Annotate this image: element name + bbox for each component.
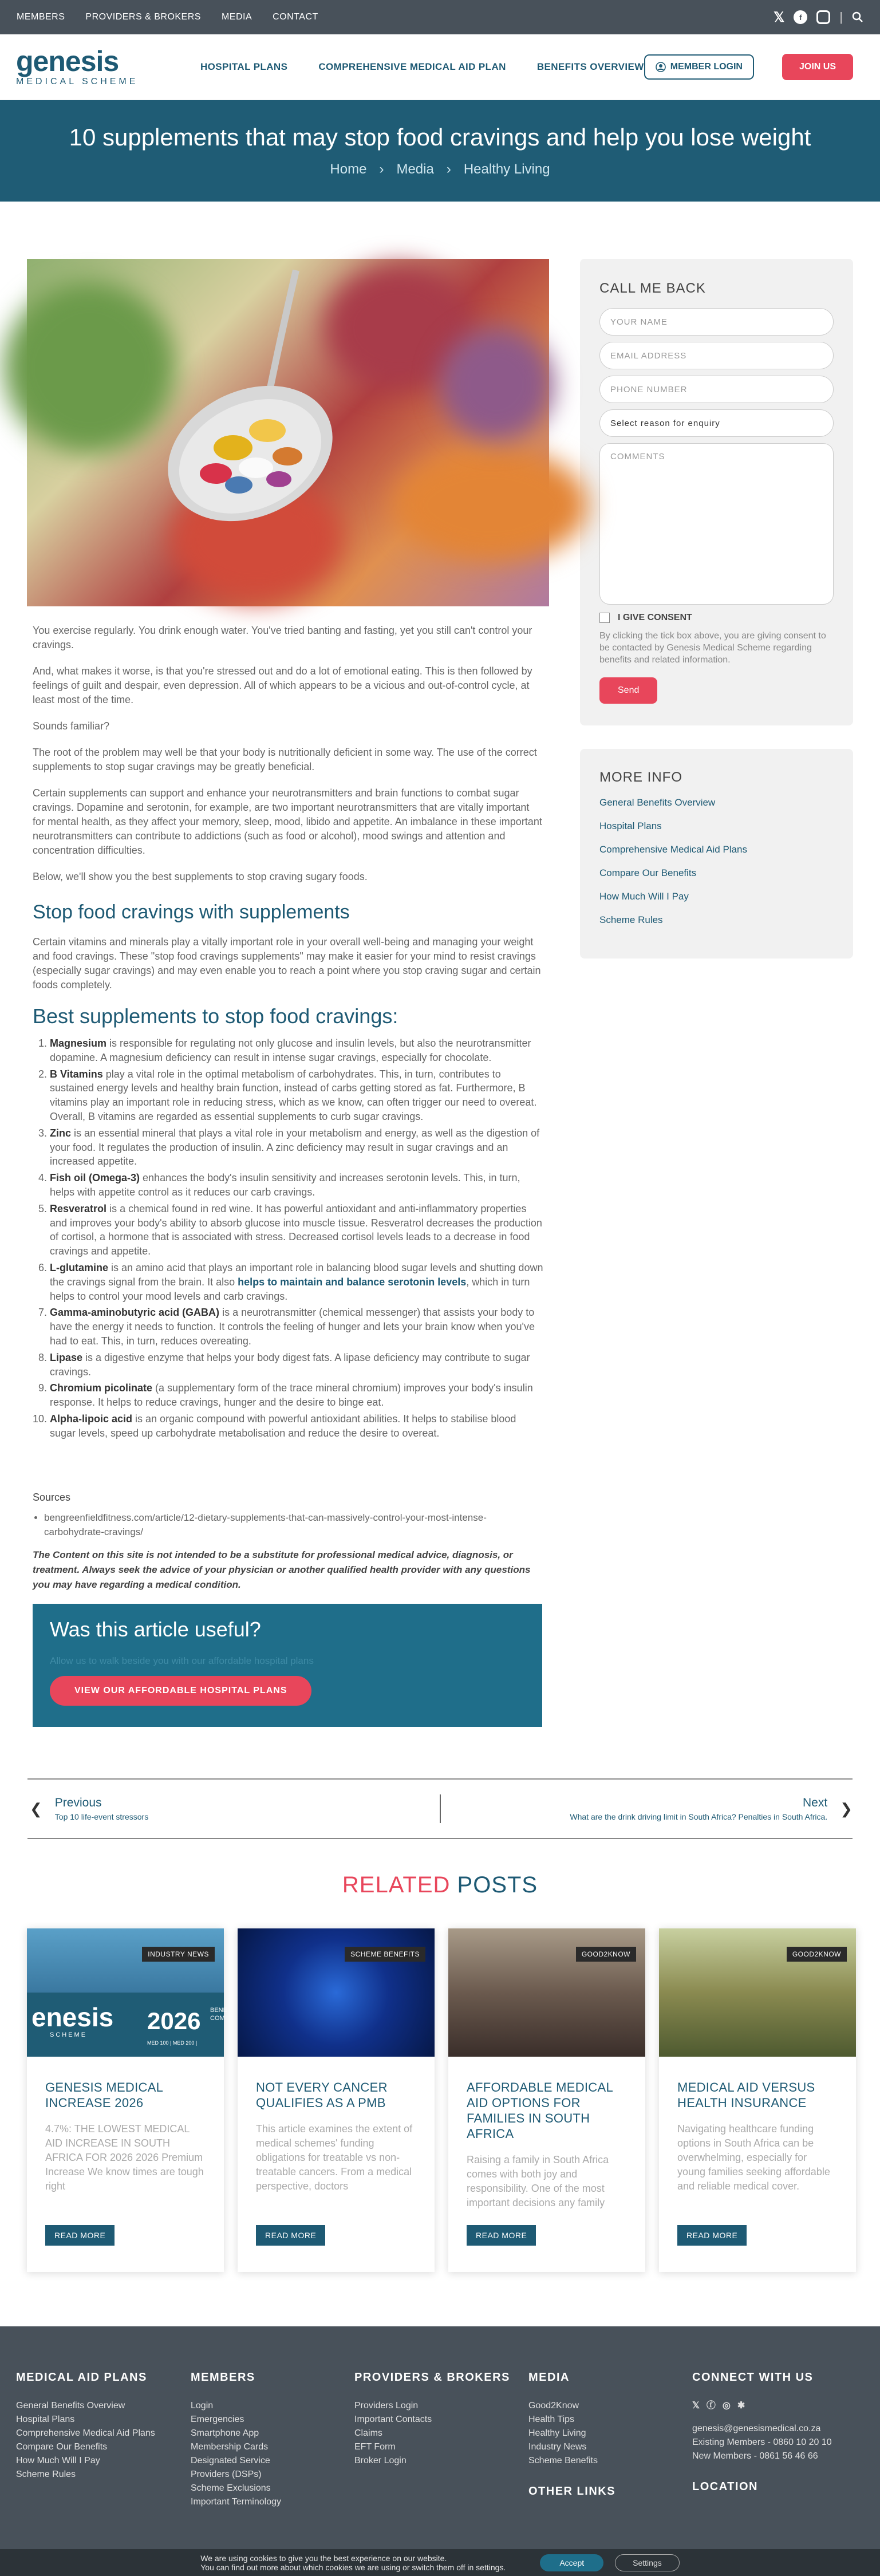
paragraph: And, what makes it worse, is that you're stressed out and do a lot of emotional eating. This is then followed by feelings of guilt and despair, even depression. All of which appears to be a vicious and out-of-control cycle, at least most of the time. xyxy=(33,665,532,705)
next-label: Next xyxy=(803,1796,828,1809)
footer-link[interactable]: Login xyxy=(191,2401,214,2411)
footer-heading: CONNECT WITH US xyxy=(692,2371,814,2384)
nav-hospital-plans[interactable]: HOSPITAL PLANS xyxy=(200,61,288,72)
post-card[interactable] xyxy=(448,1928,645,2272)
email-input[interactable]: EMAIL ADDRESS xyxy=(599,342,834,369)
post-card[interactable] xyxy=(238,1928,435,2272)
post-title: NOT EVERY CANCER QUALIFIES AS A PMB xyxy=(256,2080,388,2110)
article-body xyxy=(27,935,549,992)
article-image xyxy=(27,259,549,606)
post-tag: INDUSTRY NEWS xyxy=(142,1947,215,1962)
footer-link[interactable]: EFT Form xyxy=(354,2442,396,2452)
footer-heading: PROVIDERS & BROKERS xyxy=(354,2371,510,2384)
footer-link[interactable]: Good2Know xyxy=(528,2401,579,2411)
page-title: 10 supplements that may stop food cravings and help you lose weight xyxy=(69,124,811,151)
x-icon[interactable]: 𝕏 xyxy=(773,9,785,25)
article xyxy=(27,259,549,1727)
related-posts-heading xyxy=(0,1872,880,1898)
paragraph: You exercise regularly. You drink enough water. You've tried banting and fasting, yet you still can't control your cravings. xyxy=(33,625,532,650)
post-card[interactable] xyxy=(659,1928,856,2272)
disclaimer: The Content on this site is not intended to be a substitute for professional medical advice, diagnosis, or treatment. Always seek the advice of your physician or another qualified health provider with any questions you may have regarding a medical condition. xyxy=(33,1549,531,1590)
footer-link[interactable]: Emergencies xyxy=(191,2415,244,2424)
footer-new-phone[interactable]: New Members - 0861 56 46 66 xyxy=(692,2451,818,2461)
related-title-2: POSTS xyxy=(450,1872,538,1898)
footer-link[interactable]: General Benefits Overview xyxy=(16,2401,125,2411)
post-excerpt: Navigating healthcare funding options in South Africa can be overwhelming, especially for young families seeking affordable and reliable medical cover. xyxy=(677,2123,830,2192)
divider: | xyxy=(839,10,843,24)
footer-link[interactable]: Scheme Benefits xyxy=(528,2456,598,2465)
previous-post-link[interactable] xyxy=(27,1796,440,1821)
footer-link[interactable]: Smartphone App xyxy=(191,2428,259,2438)
more-info-link[interactable]: General Benefits Overview xyxy=(599,797,716,808)
post-title: MEDICAL AID VERSUS HEALTH INSURANCE xyxy=(677,2080,815,2110)
post-title: GENESIS MEDICAL INCREASE 2026 xyxy=(45,2080,163,2110)
breadcrumb xyxy=(0,161,880,177)
form-title: CALL ME BACK xyxy=(599,281,706,296)
list-item: 3. Zinc is an essential mineral that plays a vital role in your metabolism and energy, as well as the digestion of your food. It regulates the production of insulin. A zinc deficiency may result in sugar cravings and an increased appetite. xyxy=(50,1126,543,1169)
search-icon[interactable] xyxy=(852,11,863,23)
footer-existing-phone[interactable]: Existing Members - 0860 10 20 10 xyxy=(692,2437,832,2447)
paragraph: Below, we'll show you the best supplements to stop craving sugary foods. xyxy=(33,871,368,882)
footer-heading: OTHER LINKS xyxy=(528,2485,616,2498)
nav-comprehensive[interactable]: COMPREHENSIVE MEDICAL AID PLAN xyxy=(318,61,506,72)
footer-col-providers xyxy=(354,2371,528,2576)
list-item: 5. Resveratrol is a chemical found in red wine. It has powerful antioxidant and anti-inflammatory properties and improves your body's ability to absorb glucose into muscle tissue. Resveratrol decreases the production of cortisol, a hormone that is associated with stress. Decreased cortisol levels leads to a decrease in food cravings and appetite. xyxy=(50,1202,543,1259)
cookie-banner xyxy=(0,2549,880,2576)
main-nav xyxy=(200,61,644,73)
instagram-icon[interactable]: ◎ xyxy=(722,2401,731,2411)
read-more-button[interactable]: READ MORE xyxy=(467,2225,536,2246)
cta-text: Allow us to walk beside you with our affordable hospital plans xyxy=(50,1655,314,1666)
img-brand: enesis xyxy=(31,2002,114,2032)
logo-sub: MEDICAL SCHEME xyxy=(16,77,139,86)
read-more-button[interactable]: READ MORE xyxy=(256,2225,325,2246)
view-plans-button[interactable]: VIEW OUR AFFORDABLE HOSPITAL PLANS xyxy=(50,1676,311,1706)
linktree-icon[interactable]: ✱ xyxy=(737,2401,745,2411)
img-small: MED 100 | MED 200 | xyxy=(147,2040,198,2046)
footer-heading: MEDIA xyxy=(528,2371,570,2384)
paragraph: Sounds familiar? xyxy=(33,720,110,732)
footer-link[interactable]: Health Tips xyxy=(528,2415,575,2424)
more-info-link[interactable]: Hospital Plans xyxy=(599,820,662,831)
more-info-link[interactable]: Compare Our Benefits xyxy=(599,867,697,878)
site-footer xyxy=(0,2326,880,2576)
footer-link[interactable]: Claims xyxy=(354,2428,382,2438)
consent-label: I GIVE CONSENT xyxy=(618,613,692,622)
img-year: 2026 xyxy=(147,2007,201,2034)
top-link-providers[interactable]: PROVIDERS & BROKERS xyxy=(85,12,201,22)
footer-link[interactable]: Comprehensive Medical Aid Plans xyxy=(16,2428,155,2438)
consent-row xyxy=(599,613,834,623)
footer-col-connect xyxy=(692,2371,832,2576)
post-tag: GOOD2KNOW xyxy=(787,1947,847,1962)
reason-select[interactable]: Select reason for enquiry xyxy=(599,409,834,437)
footer-link[interactable]: Healthy Living xyxy=(528,2428,586,2438)
top-link-members[interactable]: MEMBERS xyxy=(17,12,65,22)
paragraph: Certain supplements can support and enhance your neurotransmitters and brain functions to combat sugar cravings. Dopamine and serotonin, for example, are two important neurotransmitters that are vitally important for mental health, as they affect your memory, sleep, mood, libido and appetite. An imbalance in these important neurotransmitters can contribute to addictions (such as food or alcohol), mood swings and attention and concentration difficulties. xyxy=(33,787,542,856)
footer-link[interactable]: Scheme Exclusions xyxy=(191,2483,271,2493)
footer-link[interactable]: Broker Login xyxy=(354,2456,407,2465)
top-social xyxy=(774,9,863,26)
top-link-contact[interactable]: CONTACT xyxy=(273,12,318,22)
sidebar xyxy=(580,259,853,1727)
read-more-button[interactable]: READ MORE xyxy=(677,2225,747,2246)
more-info xyxy=(580,749,853,958)
call-me-back-form xyxy=(580,259,853,725)
footer-link[interactable]: Scheme Rules xyxy=(16,2470,76,2479)
nav-benefits[interactable]: BENEFITS OVERVIEW xyxy=(536,61,644,72)
divider xyxy=(440,1794,441,1823)
phone-input[interactable]: PHONE NUMBER xyxy=(599,376,834,403)
more-info-title: MORE INFO xyxy=(599,770,682,785)
post-image xyxy=(27,1928,227,2057)
spoon-with-pills xyxy=(27,259,549,606)
top-bar xyxy=(0,0,880,34)
top-nav xyxy=(17,12,318,22)
consent-text: By clicking the tick box above, you are giving consent to be contacted by Genesis Medical Scheme regarding benefits and related information. xyxy=(599,631,826,665)
member-login-button[interactable] xyxy=(644,54,754,80)
list-item: 9. Chromium picolinate (a supplementary form of the trace mineral chromium) improves your body's insulin response. It helps to reduce cravings, hunger and the desire to binge eat. xyxy=(50,1381,543,1410)
footer-link[interactable]: Providers Login xyxy=(354,2401,419,2411)
next-title: What are the drink driving limit in South Africa? Penalties in South Africa. xyxy=(570,1812,828,1821)
footer-link[interactable]: Membership Cards xyxy=(191,2442,269,2452)
previous-label: Previous xyxy=(54,1796,102,1809)
chevron-right-icon: › xyxy=(379,161,384,177)
list-item: 6. L-glutamine is an amino acid that plays an important role in balancing blood sugar levels and shutting down the cravings signal from the brain. It also helps to maintain and balance serotonin levels, which in turn helps to control your mood levels and carb cravings. xyxy=(50,1261,543,1303)
crumb-media[interactable]: Media xyxy=(396,161,434,177)
paragraph: Certain vitamins and minerals play a vitally important role in your overall well-being and managing your weight and food cravings. These "stop food cravings supplements" may make it easier for your mind to resist cravings (especially sugar cravings) and may even enable you to reach a point where you stop craving sugar and certain foods completely. xyxy=(33,936,541,991)
list-item: 4. Fish oil (Omega-3) enhances the body's insulin sensitivity and increases serotonin levels. This, in turn, helps with appetite control as it reduces our carb cravings. xyxy=(50,1171,543,1200)
name-input[interactable]: YOUR NAME xyxy=(599,308,834,336)
list-item: 1. Magnesium is responsible for regulating not only glucose and insulin levels, but also the neurotransmitter dopamine. A magnesium deficiency can result in intense sugar cravings, especially for chocolate. xyxy=(50,1036,543,1065)
post-tag: SCHEME BENEFITS xyxy=(345,1947,425,1962)
instagram-icon[interactable] xyxy=(816,10,830,24)
post-title: AFFORDABLE MEDICAL AID OPTIONS FOR FAMILIES IN SOUTH AFRICA xyxy=(467,2080,613,2141)
member-login-label: MEMBER LOGIN xyxy=(670,62,743,72)
arrow-right-icon: ❯ xyxy=(840,1800,853,1817)
content-layout xyxy=(0,259,880,1727)
logo-name: genesis xyxy=(16,45,119,77)
post-excerpt: Raising a family in South Africa comes with both joy and responsibility. One of the most important decisions any family xyxy=(467,2154,609,2208)
post-image xyxy=(238,1928,435,2057)
sources-label: Sources xyxy=(33,1491,71,1503)
serotonin-link[interactable]: helps to maintain and balance serotonin levels xyxy=(238,1276,467,1288)
accept-cookies-button[interactable]: Accept xyxy=(540,2554,603,2571)
footer-email[interactable]: genesis@genesismedical.co.za xyxy=(692,2424,821,2433)
read-more-button[interactable]: READ MORE xyxy=(45,2225,115,2246)
footer-col-members xyxy=(191,2371,354,2576)
list-item: 8. Lipase is a digestive enzyme that helps your body digest fats. A lipase deficiency may contribute to sugar cravings. xyxy=(50,1351,543,1379)
cta-title: Was this article useful? xyxy=(50,1617,261,1641)
sources xyxy=(27,1492,549,1592)
section-heading: Best supplements to stop food cravings: xyxy=(33,1004,398,1028)
top-link-media[interactable]: MEDIA xyxy=(221,12,252,22)
cta-banner xyxy=(33,1604,542,1727)
crumb-category[interactable]: Healthy Living xyxy=(463,161,550,177)
send-button[interactable]: Send xyxy=(599,677,657,704)
list-item: 2. B Vitamins play a vital role in the optimal metabolism of carbohydrates. This, in turn, contributes to sustained energy levels and healthy brain function, instead of carbs getting stored as fat. Furthermore, B vitamins play an important role in reducing stress, which as we know, can often trigger our need to overeat. Overall, B vitamins are regarded as essential supplements to curb sugar cravings. xyxy=(50,1067,543,1124)
list-item: 10. Alpha-lipoic acid is an organic compound with powerful antioxidant abilities. It helps to stabilise blood sugar levels, speed up carbohydrate metabolisation and reduce the desire to overeat. xyxy=(50,1412,543,1441)
more-info-link[interactable]: How Much Will I Pay xyxy=(599,891,689,902)
img-brand-sub: SCHEME xyxy=(50,2031,88,2038)
footer-col-plans xyxy=(16,2371,191,2576)
post-image xyxy=(448,1928,645,2057)
more-info-link[interactable]: Comprehensive Medical Aid Plans xyxy=(599,844,747,855)
post-image xyxy=(659,1928,856,2057)
previous-title: Top 10 life-event stressors xyxy=(54,1812,149,1821)
crumb-home[interactable]: Home xyxy=(330,161,367,177)
footer-link[interactable]: Compare Our Benefits xyxy=(16,2442,108,2452)
join-button[interactable]: JOIN US xyxy=(782,54,853,80)
facebook-icon[interactable]: f xyxy=(794,10,807,24)
post-excerpt: 4.7%: THE LOWEST MEDICAL AID INCREASE IN SOUTH AFRICA FOR 2026 2026 Premium Increase We know times are tough right xyxy=(45,2123,204,2192)
chevron-right-icon: › xyxy=(446,161,451,177)
post-card[interactable] xyxy=(27,1928,227,2272)
comments-input[interactable]: COMMENTS xyxy=(599,443,834,605)
related-posts xyxy=(27,1928,856,2272)
list-item: 7. Gamma-aminobutyric acid (GABA) is a neurotransmitter (chemical messenger) that assists your body to have the energy it needs to function. It controls the feeling of hunger and lets your brain know when you've had to eat. This, in turn, reduces overeating. xyxy=(50,1305,543,1348)
arrow-left-icon: ❮ xyxy=(30,1800,42,1817)
footer-link[interactable]: Important Terminology xyxy=(191,2497,281,2507)
cookie-settings-button[interactable]: Settings xyxy=(615,2554,680,2571)
footer-col-media xyxy=(528,2371,692,2576)
related-title-1: RELATED xyxy=(342,1872,451,1898)
section-heading: Stop food cravings with supplements xyxy=(33,901,350,923)
footer-heading: MEMBERS xyxy=(191,2371,255,2384)
footer-heading: MEDICAL AID PLANS xyxy=(16,2371,147,2384)
footer-social xyxy=(692,2399,832,2413)
footer-link[interactable]: Industry News xyxy=(528,2442,587,2452)
post-tag: GOOD2KNOW xyxy=(576,1947,636,1962)
next-post-link[interactable] xyxy=(570,1796,853,1821)
logo[interactable] xyxy=(16,47,153,87)
user-icon xyxy=(656,62,666,72)
site-header xyxy=(0,34,880,100)
footer-heading: LOCATION xyxy=(692,2480,758,2493)
footer-link[interactable]: Designated Service Providers (DSPs) xyxy=(191,2456,270,2479)
facebook-icon[interactable]: ⓕ xyxy=(706,2401,716,2411)
consent-checkbox[interactable] xyxy=(599,613,610,623)
page-hero xyxy=(0,100,880,202)
x-icon[interactable]: 𝕏 xyxy=(692,2401,700,2411)
footer-link[interactable]: How Much Will I Pay xyxy=(16,2456,100,2465)
supplement-list xyxy=(27,1036,549,1441)
paragraph: The root of the problem may well be that your body is nutritionally deficient in some way. The use of the correct supplements to stop sugar cravings may be greatly beneficial. xyxy=(33,747,537,772)
footer-link[interactable]: Hospital Plans xyxy=(16,2415,75,2424)
footer-link[interactable]: Important Contacts xyxy=(354,2415,432,2424)
cookie-text: We are using cookies to give you the best experience on our website. You can find out more about which cookies we are using or switch them off in settings. xyxy=(200,2553,506,2572)
article-body xyxy=(27,624,549,884)
img-side: BENE COM xyxy=(210,2007,227,2022)
more-info-link[interactable]: Scheme Rules xyxy=(599,914,663,925)
source-link[interactable]: • bengreenfieldfitness.com/article/12-dietary-supplements-that-can-massively-control-your-most-intense-carbohydrate-cravings/ xyxy=(44,1510,543,1539)
post-excerpt: This article examines the extent of medical schemes' funding obligations for treatable vs non-treatable cancers. From a medical perspective, doctors xyxy=(256,2123,413,2192)
post-navigation xyxy=(27,1778,853,1839)
